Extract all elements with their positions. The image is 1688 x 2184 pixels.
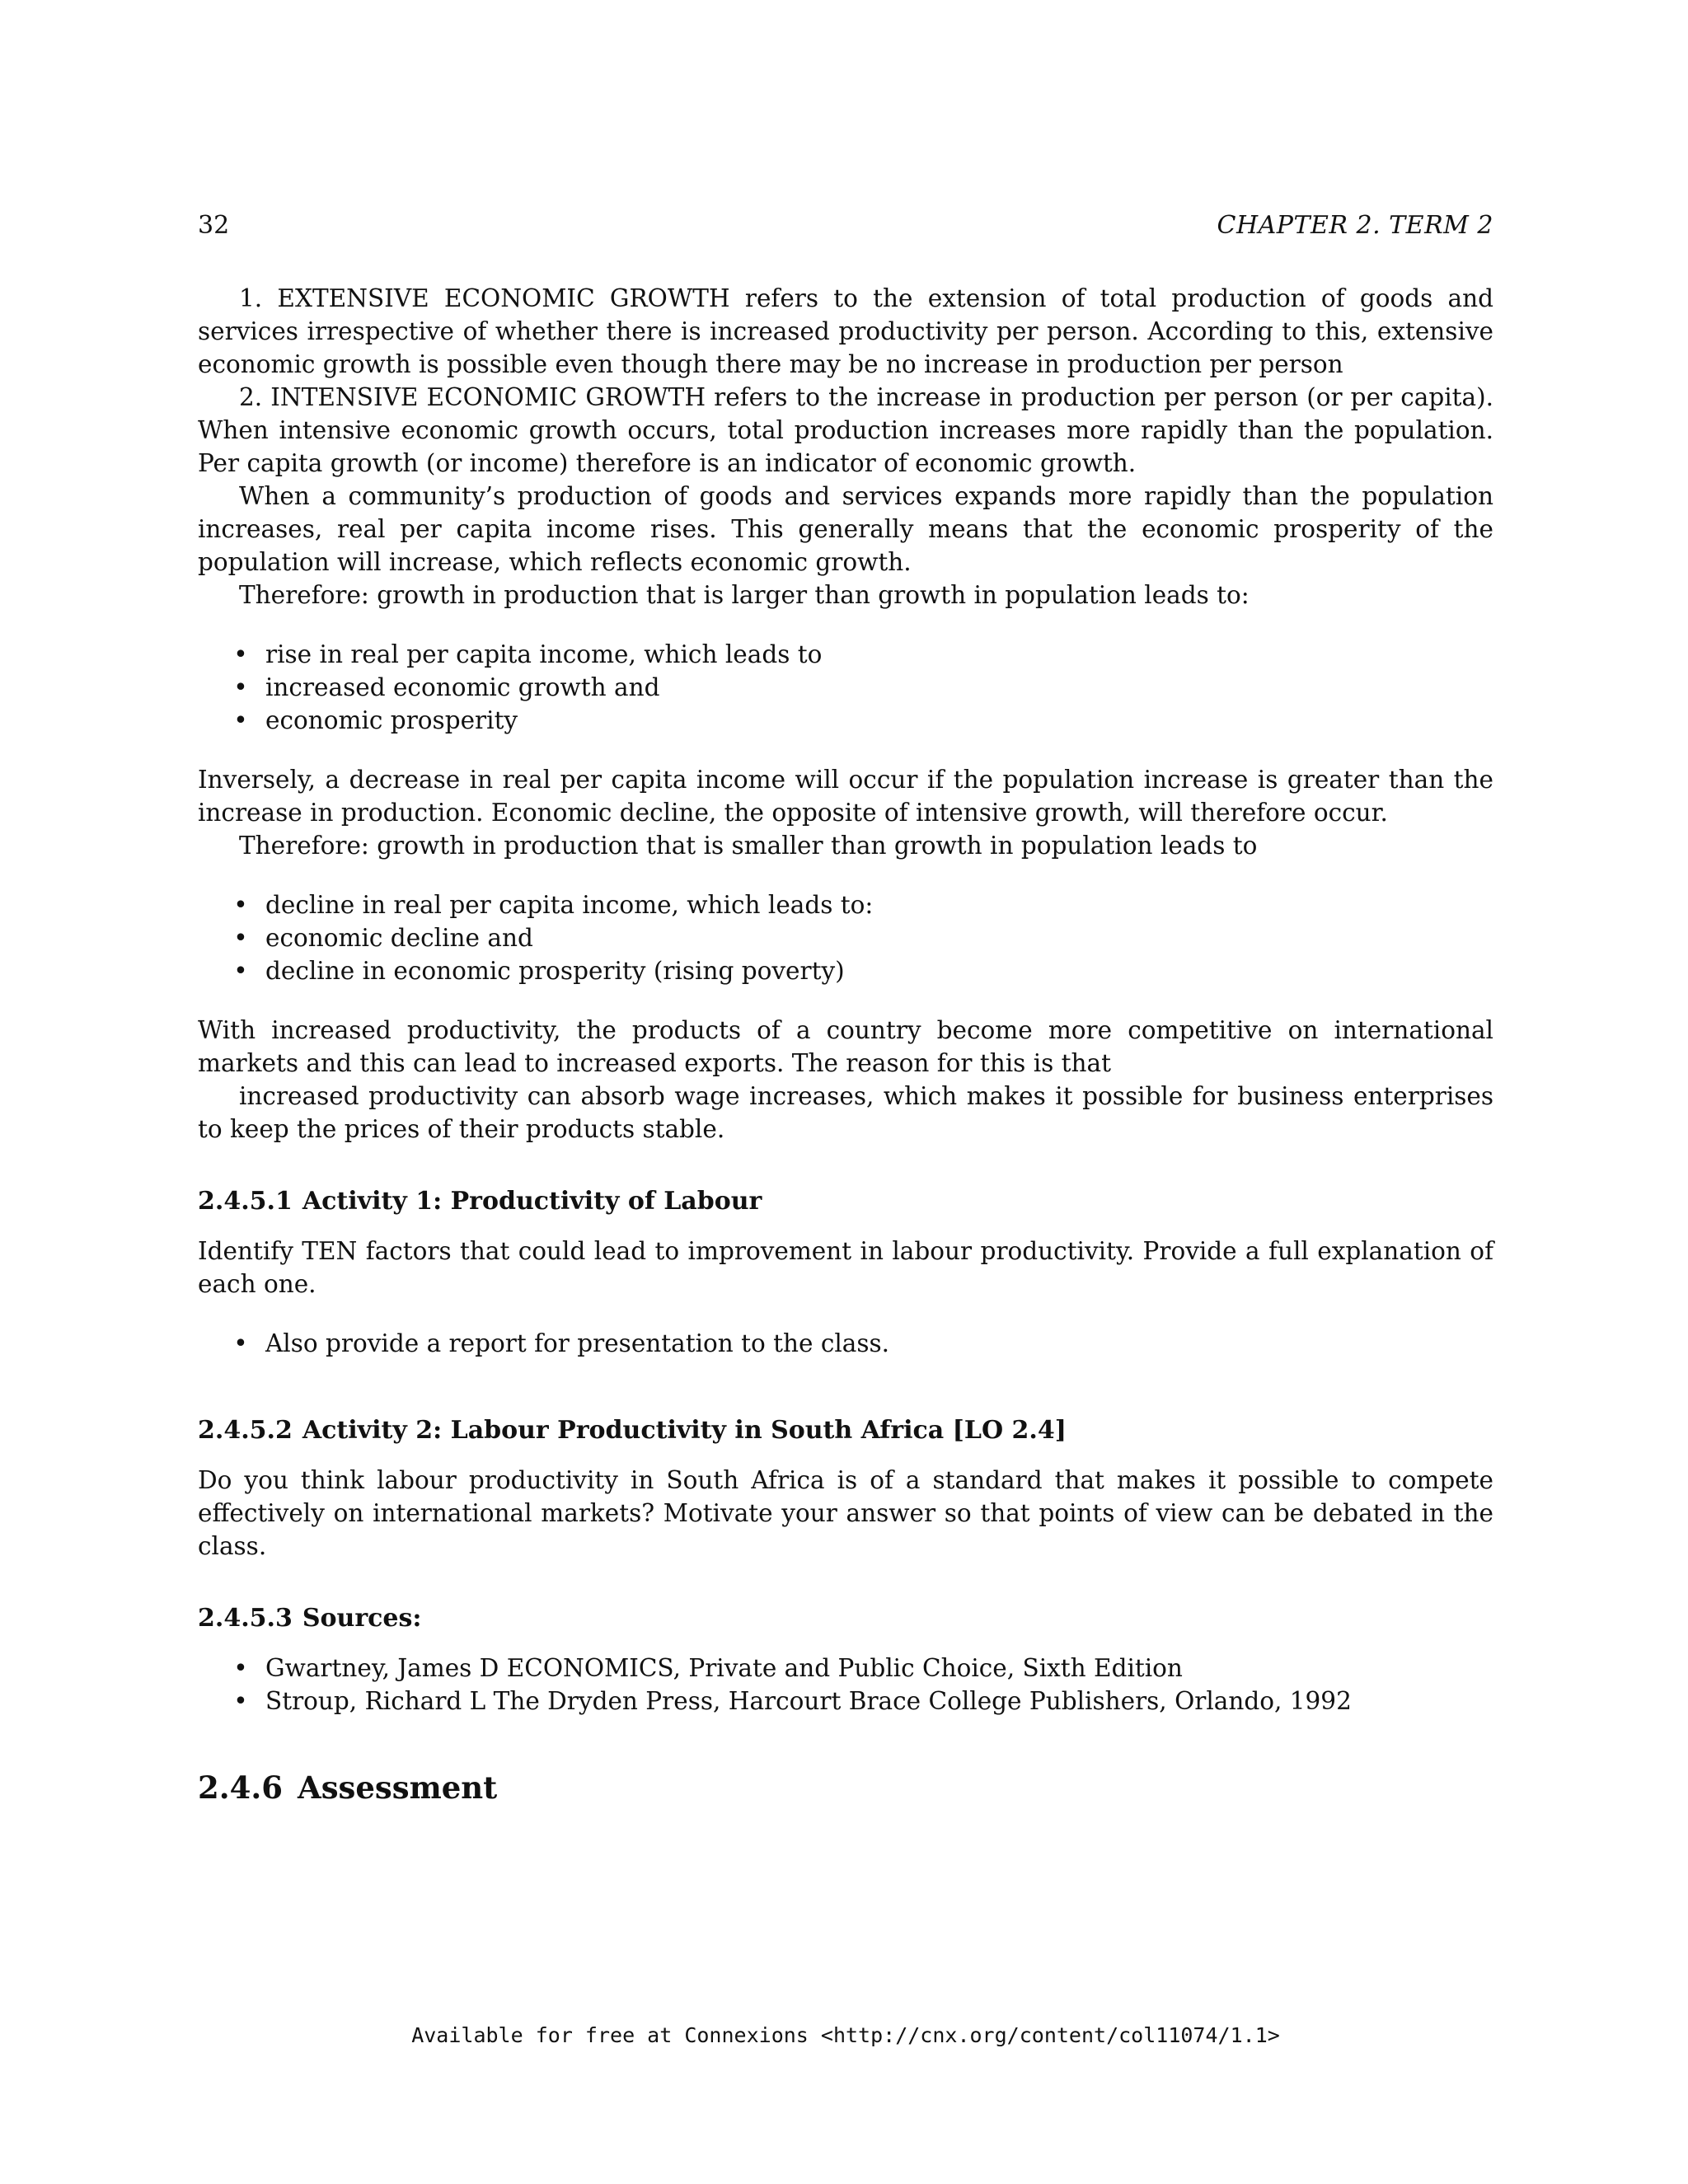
list-item: • economic decline and bbox=[198, 921, 1493, 954]
bullet-icon: • bbox=[233, 957, 248, 985]
paragraph-extensive-growth: 1. EXTENSIVE ECONOMIC GROWTH refers to the extension of total production of goods and services irrespective of whether there is increased productivity per person. According to this, extensive economic growth is possible even though there may be no increase in production per person bbox=[198, 284, 1493, 378]
assessment-title: Assessment bbox=[298, 1769, 498, 1806]
list-item: • Also provide a report for presentation to the class. bbox=[198, 1327, 1493, 1360]
list-item: • economic prosperity bbox=[198, 704, 1493, 737]
list-item: • decline in real per capita income, which leads to: bbox=[198, 888, 1493, 921]
activity1-list bbox=[198, 1327, 1493, 1360]
paragraph-therefore-larger: Therefore: growth in production that is larger than growth in population leads to: bbox=[239, 581, 1250, 609]
activity2-text: Do you think labour productivity in South Africa is of a standard that makes it possible to compete effectively on international markets? Motivate your answer so that points of view can be debated in the class. bbox=[198, 1466, 1493, 1560]
body-text bbox=[198, 282, 1493, 1808]
bullet-icon: • bbox=[233, 891, 248, 919]
bullet-icon: • bbox=[233, 1654, 248, 1682]
paragraph-inversely: Inversely, a decrease in real per capita income will occur if the population increase is greater than the increase in production. Economic decline, the opposite of intensive growth, will therefore occur. bbox=[198, 766, 1493, 827]
paragraph-productivity-competitive: With increased productivity, the products of a country become more competitive on international markets and this can lead to increased exports. The reason for this is that bbox=[198, 1016, 1493, 1077]
bullet-icon: • bbox=[233, 1329, 248, 1357]
bullet-icon: • bbox=[233, 924, 248, 952]
activity2-heading bbox=[198, 1414, 1493, 1447]
list-item: • Gwartney, James D ECONOMICS, Private and Public Choice, Sixth Edition bbox=[198, 1652, 1493, 1685]
bullet-icon: • bbox=[233, 640, 248, 668]
sources-number: 2.4.5.3 bbox=[198, 1604, 293, 1633]
activity1-title: Activity 1: Productivity of Labour bbox=[302, 1187, 762, 1216]
growth-effects-list bbox=[198, 638, 1493, 737]
page-footer: Available for free at Connexions <http://cnx.org/content/col11074/1.1> bbox=[411, 2023, 1280, 2047]
page-number: 32 bbox=[198, 211, 230, 240]
paragraph-intensive-growth: 2. INTENSIVE ECONOMIC GROWTH refers to the increase in production per person (or per capita). When intensive economic growth occurs, total production increases more rapidly than the population. Per capita growth (or income) therefore is an indicator of economic growth. bbox=[198, 383, 1493, 477]
sources-title: Sources: bbox=[302, 1604, 422, 1633]
assessment-number: 2.4.6 bbox=[198, 1769, 283, 1806]
activity1-text: Identify TEN factors that could lead to improvement in labour productivity. Provide a full explanation of each one. bbox=[198, 1237, 1493, 1298]
list-item: • Stroup, Richard L The Dryden Press, Harcourt Brace College Publishers, Orlando, 1992 bbox=[198, 1685, 1493, 1718]
running-header bbox=[198, 208, 1493, 244]
activity2-title: Activity 2: Labour Productivity in South Africa [LO 2.4] bbox=[302, 1416, 1067, 1445]
decline-effects-list bbox=[198, 888, 1493, 987]
paragraph-therefore-smaller: Therefore: growth in production that is smaller than growth in population leads to bbox=[239, 832, 1258, 860]
bullet-icon: • bbox=[233, 1687, 248, 1715]
document-page bbox=[198, 0, 1493, 2184]
assessment-heading bbox=[198, 1767, 1493, 1808]
list-item: • rise in real per capita income, which leads to bbox=[198, 638, 1493, 671]
paragraph-community-production: When a community’s production of goods and services expands more rapidly than the population increases, real per capita income rises. This generally means that the economic prosperity of the population will increase, which reflects economic growth. bbox=[198, 482, 1493, 576]
activity1-heading bbox=[198, 1185, 1493, 1218]
list-item: • decline in economic prosperity (rising poverty) bbox=[198, 954, 1493, 987]
activity2-number: 2.4.5.2 bbox=[198, 1416, 293, 1445]
list-item: • increased economic growth and bbox=[198, 671, 1493, 704]
paragraph-wage-increases: increased productivity can absorb wage increases, which makes it possible for business enterprises to keep the prices of their products stable. bbox=[198, 1082, 1493, 1143]
bullet-icon: • bbox=[233, 706, 248, 734]
sources-list bbox=[198, 1652, 1493, 1718]
bullet-icon: • bbox=[233, 673, 248, 701]
chapter-heading: CHAPTER 2. TERM 2 bbox=[1217, 211, 1493, 240]
sources-heading bbox=[198, 1602, 1493, 1635]
activity1-number: 2.4.5.1 bbox=[198, 1187, 293, 1216]
